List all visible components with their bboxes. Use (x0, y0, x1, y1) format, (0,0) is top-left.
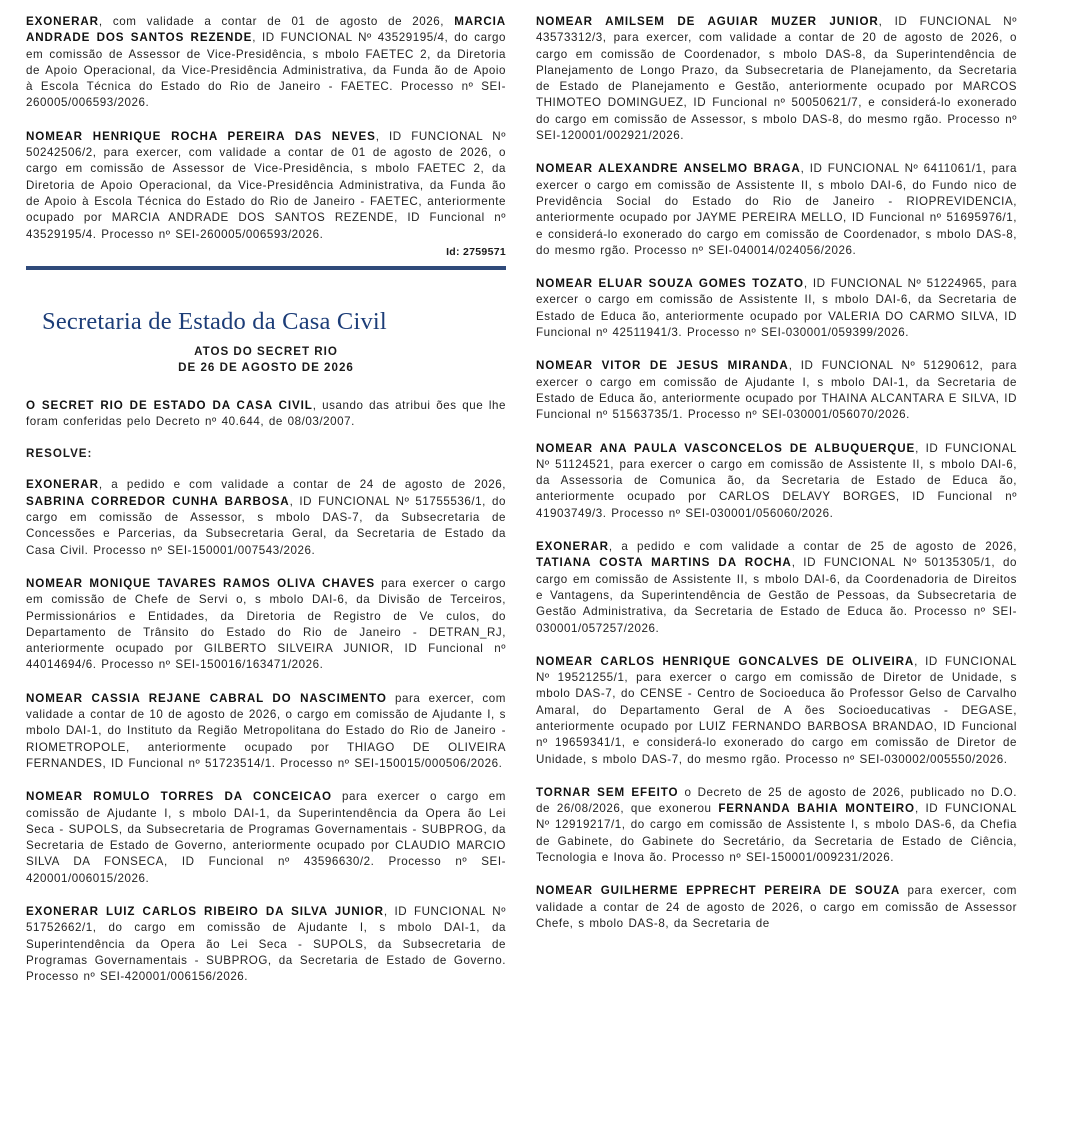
act-paragraph: NOMEAR HENRIQUE ROCHA PEREIRA DAS NEVES, ID FUNCIONAL Nº 50242506/2, para exercer, com validade a contar de 01 de agosto de 2026, o cargo em comissão de Assessor de Vice-Presidência, s mbolo FAETEC 2, da Diretoria de Apoio Operacional, da Vice-Presidência Administrativa, da Funda ão de Apoio à Escola Técnica do Estado do Rio de Janeiro - FAETEC, anteriormente ocupado por MARCIA ANDRADE DOS SANTOS REZENDE, ID Funcional nº 43529195/4. Processo nº SEI-260005/006593/2026. (26, 129, 507, 241)
section-divider (26, 266, 506, 270)
act-paragraph: NOMEAR ANA PAULA VASCONCELOS DE ALBUQUERQUE, ID FUNCIONAL Nº 51124521, para exercer o cargo em comissão de Assistente II, s mbolo DAI-6, da Assessoria de Comunica ão, da Secretaria de Estado de Educa ão, anteriormente ocupado por CARLOS DELAVY BORGES, ID Funcional nº 41903749/3. Processo nº SEI-030001/056060/2026. (536, 441, 1018, 520)
right-column (536, 14, 1017, 949)
act-paragraph: EXONERAR, a pedido e com validade a contar de 25 de agosto de 2026, TATIANA COSTA MARTINS DA ROCHA, ID FUNCIONAL Nº 50135305/1, do cargo em comissão de Assistente II, s mbolo DAI-6, da Coordenadoria de Direitos e Vantagens, da Superintendência de Gestão de Pessoas, da Subsecretaria de Gestão Administrativa, da Secretaria de Estado de Educa ão. Processo nº SEI-030001/057257/2026. (536, 540, 1018, 635)
act-paragraph: NOMEAR VITOR DE JESUS MIRANDA, ID FUNCIONAL Nº 51290612, para exercer o cargo em comissão de Ajudante I, s mbolo DAI-1, da Secretaria de Estado de Educa ão, anteriormente ocupado por THAINA ALCANTARA E SILVA, ID Funcional nº 51563735/1. Processo nº SEI-030001/056070/2026. (536, 359, 1017, 422)
act-paragraph: NOMEAR MONIQUE TAVARES RAMOS OLIVA CHAVES para exercer o cargo em comissão de Chefe de Servi o, s mbolo DAI-6, da Divisão de Terceiros, Permissionários e Entidades, da Diretoria de Registro de Ve culos, do Departamento de Trânsito do Estado do Rio de Janeiro - DETRAN_RJ, anteriormente ocupado por GILBERTO SILVEIRA JUNIOR, ID Funcional nº 44014694/6. Processo nº SEI-150016/163471/2026. (26, 576, 506, 672)
resolve-heading: RESOLVE: (26, 447, 93, 461)
act-paragraph: NOMEAR ROMULO TORRES DA CONCEICAO para exercer o cargo em comissão de Ajudante I, s mbolo DAI-1, da Superintendência da Opera ão Lei Seca - SUPOLS, da Subsecretaria de Programas Governamentais - SUBPROG, da Secretaria de Estado de Governo, anteriormente ocupado por CLAUDIO MARCIO SILVA DA FONSECA, ID Funcional nº 43596630/2. Processo nº SEI-420001/006015/2026. (26, 790, 506, 885)
act-paragraph: EXONERAR, a pedido e com validade a contar de 24 de agosto de 2026, SABRINA CORREDOR CUNHA BARBOSA, ID FUNCIONAL Nº 51755536/1, do cargo em comissão de Assessor, s mbolo DAS-7, da Subsecretaria de Concessões e Parcerias, da Subsecretaria Geral, da Secretaria de Estado da Casa Civil. Processo nº SEI-150001/007543/2026. (26, 478, 506, 557)
act-paragraph: NOMEAR ALEXANDRE ANSELMO BRAGA, ID FUNCIONAL Nº 6411061/1, para exercer o cargo em comissão de Assistente II, s mbolo DAI-6, do Fundo nico de Previdência Social do Estado do Rio de Janeiro - RIOPREVIDENCIA, anteriormente ocupado por JAYME PEREIRA MELLO, ID Funcional nº 51695976/1, e considerá-lo exonerado do cargo em comissão de Coordenador, s mbolo DAS-8, do mesmo rgão. Processo nº SEI-040014/024056/2026. (536, 162, 1018, 257)
act-paragraph: NOMEAR GUILHERME EPPRECHT PEREIRA DE SOUZA para exercer, com validade a contar de 24 de agosto de 2026, o cargo em comissão de Assessor Chefe, s mbolo DAS-8, da Secretaria de (536, 884, 1017, 930)
act-paragraph: NOMEAR CARLOS HENRIQUE GONCALVES DE OLIVEIRA, ID FUNCIONAL Nº 19521255/1, para exercer o cargo em comissão de Diretor de Unidade, s mbolo DAS-7, do CENSE - Centro de Socioeduca ão Professor Gelso de Carvalho Amaral, do Departamento Geral de A ões Socioeducativas - DEGASE, anteriormente ocupado por LUIZ FERNANDO BARBOSA BRANDAO, ID Funcional nº 19659341/1, e considerá-lo exonerado do cargo em comissão de Diretor de Unidade, s mbolo DAS-7, do mesmo rgão. Processo nº SEI-030002/005550/2026. (536, 654, 1017, 766)
act-paragraph: EXONERAR LUIZ CARLOS RIBEIRO DA SILVA JUNIOR, ID FUNCIONAL Nº 51752662/1, do cargo em comissão de Ajudante I, s mbolo DAI-1, da Superintendência da Opera ão Lei Seca - SUPOLS, da Subsecretaria de Programas Governamentais - SUBPROG, da Secretaria de Estado de Governo. Processo nº SEI-420001/006156/2026. (26, 904, 506, 984)
preamble-paragraph: O SECRET RIO DE ESTADO DA CASA CIVIL, usando das atribui ões que lhe foram conferidas pelo Decreto nº 40.644, de 08/03/2007. (26, 398, 506, 429)
section-title: Secretaria de Estado da Casa Civil (42, 307, 387, 335)
act-paragraph: TORNAR SEM EFEITO o Decreto de 25 de agosto de 2026, publicado no D.O. de 26/08/2026, que exonerou FERNANDA BAHIA MONTEIRO, ID FUNCIONAL Nº 12919217/1, do cargo em comissão de Assistente I, s mbolo DAS-6, da Chefia de Gabinete, do Gabinete do Secretário, da Secretaria de Estado de Ciência, Tecnologia e Inova ão. Processo nº SEI-150001/009231/2026. (536, 785, 1017, 865)
act-paragraph: NOMEAR CASSIA REJANE CABRAL DO NASCIMENTO para exercer, com validade a contar de 10 de agosto de 2026, o cargo em comissão de Ajudante I, s mbolo DAI-1, do Instituto da Região Metropolitana do Estado do Rio de Janeiro - RIOMETROPOLE, anteriormente ocupado por THIAGO DE OLIVEIRA FERNANDES, ID Funcional nº 51723514/1. Processo nº SEI-150015/000506/2026. (26, 691, 506, 770)
publication-id: Id: 2759571 (446, 245, 506, 258)
act-paragraph: EXONERAR, com validade a contar de 01 de agosto de 2026, MARCIA ANDRADE DOS SANTOS REZENDE, ID FUNCIONAL Nº 43529195/4, do cargo em comissão de Assessor de Vice-Presidência, s mbolo FAETEC 2, da Diretoria de Apoio Operacional, da Vice-Presidência Administrativa, da Funda ão de Apoio à Escola Técnica do Estado do Rio de Janeiro - FAETEC. Processo nº SEI-260005/006593/2026. (26, 15, 506, 110)
left-column (26, 14, 506, 1002)
acts-heading: ATOS DO SECRET RIO DE 26 DE AGOSTO DE 2026 (178, 344, 354, 374)
act-paragraph: NOMEAR AMILSEM DE AGUIAR MUZER JUNIOR, ID FUNCIONAL Nº 43573312/3, para exercer, com validade a contar de 20 de agosto de 2026, o cargo em comissão de Coordenador, s mbolo DAS-8, da Superintendência de Planejamento de Longo Prazo, da Subsecretaria de Planejamento, da Secretaria de Estado de Planejamento e Gestão, anteriormente ocupado por MARCOS THIMOTEO DOMINGUEZ, ID Funcional nº 50050621/7, e considerá-lo exonerado do cargo em comissão de Assessor, s mbolo DAS-8, do mesmo rgão. Processo nº SEI-120001/002921/2026. (536, 15, 1018, 143)
act-paragraph: NOMEAR ELUAR SOUZA GOMES TOZATO, ID FUNCIONAL Nº 51224965, para exercer o cargo em comissão de Assistente II, s mbolo DAI-6, da Secretaria de Estado de Educa ão, anteriormente ocupado por VALERIA DO CARMO SILVA, ID Funcional nº 42511941/3. Processo nº SEI-030001/059399/2026. (536, 277, 1017, 340)
